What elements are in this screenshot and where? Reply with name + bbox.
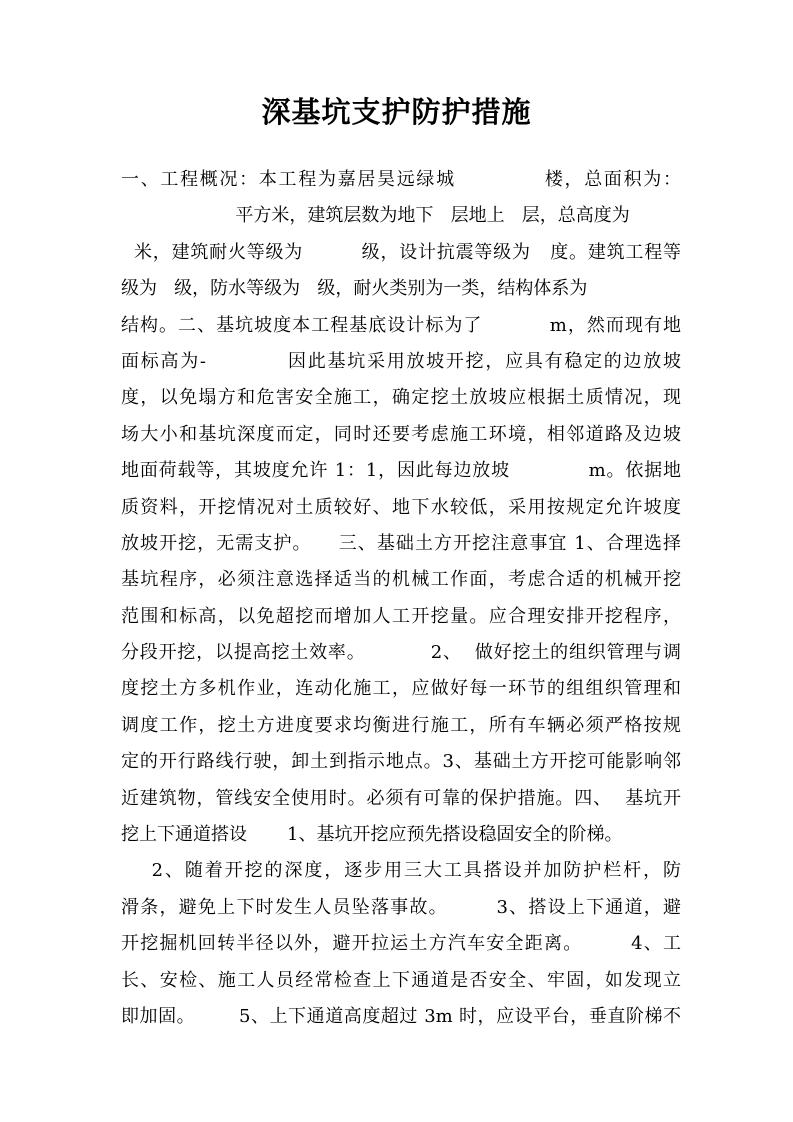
paragraph-line: 滑条，避免上下时发生人员坠落事故。 3、搭设上下通道，避 [121,896,681,918]
paragraph-line: 场大小和基坑深度而定，同时还要考虑施工环境，相邻道路及边坡 [121,423,681,445]
paragraph-line: 2、随着开挖的深度，逐步用三大工具搭设并加防护栏杆，防 [121,860,681,882]
paragraph-line: 米，建筑耐火等级为 级，设计抗震等级为 度。建筑工程等 [121,241,681,263]
paragraph-line: 调度工作，挖土方进度要求均衡进行施工，所有车辆必须严格按规 [121,714,681,736]
paragraph-line: 基坑程序，必须注意选择适当的机械工作面，考虑合适的机械开挖 [121,569,681,591]
paragraph-line: 范围和标高，以免超挖而增加人工开挖量。应合理安排开挖程序， [121,605,681,627]
paragraph-line: 挖上下通道搭设 1、基坑开挖应预先搭设稳固安全的阶梯。 [121,824,623,846]
paragraph-line: 级为 级，防水等级为 级，耐火类别为一类，结构体系为 [121,278,588,300]
paragraph-line: 一、工程概况：本工程为嘉居昊远绿城 楼，总面积为： [121,169,681,190]
paragraph-line: 分段开挖，以提高挖土效率。 2、 做好挖土的组织管理与调 [121,642,681,664]
paragraph-line: 开挖掘机回转半径以外，避开拉运土方汽车安全距离。 4、工 [121,933,681,955]
paragraph-line: 近建筑物，管线安全使用时。必须有可靠的保护措施。四、 基坑开 [121,787,681,809]
paragraph-line: 度挖土方多机作业，连动化施工，应做好每一环节的组组织管理和 [121,678,681,700]
paragraph-line: 放坡开挖，无需支护。 三、基础土方开挖注意事宜 1、合理选择 [121,532,681,554]
paragraph-line: 地面荷载等，其坡度允许 1：1，因此每边放坡 m。依据地 [121,460,681,482]
paragraph-line: 即加固。 5、上下通道高度超过 3m 时，应设平台，垂直阶梯不 [121,1005,681,1027]
paragraph-line: 定的开行路线行驶，卸土到指示地点。3、基础土方开挖可能影响邻 [121,751,681,773]
paragraph-line: 面标高为- 因此基坑采用放坡开挖，应具有稳定的边放坡 [121,350,681,372]
paragraph-line: 平方米，建筑层数为地下 层地上 层，总高度为 [121,205,630,227]
document-title: 深基坑支护防护措施 [261,95,532,129]
paragraph-line: 长、安检、施工人员经常检查上下通道是否安全、牢固，如发现立 [121,969,681,991]
paragraph-line: 质资料，开挖情况对土质较好、地下水较低，采用按规定允许坡度 [121,496,681,518]
paragraph-line: 结构。二、基坑坡度本工程基底设计标为了 m，然而现有地 [121,314,681,336]
document-body [121,162,681,1035]
paragraph-line: 度，以免塌方和危害安全施工，确定挖土放坡应根据土质情况，现 [121,387,681,409]
